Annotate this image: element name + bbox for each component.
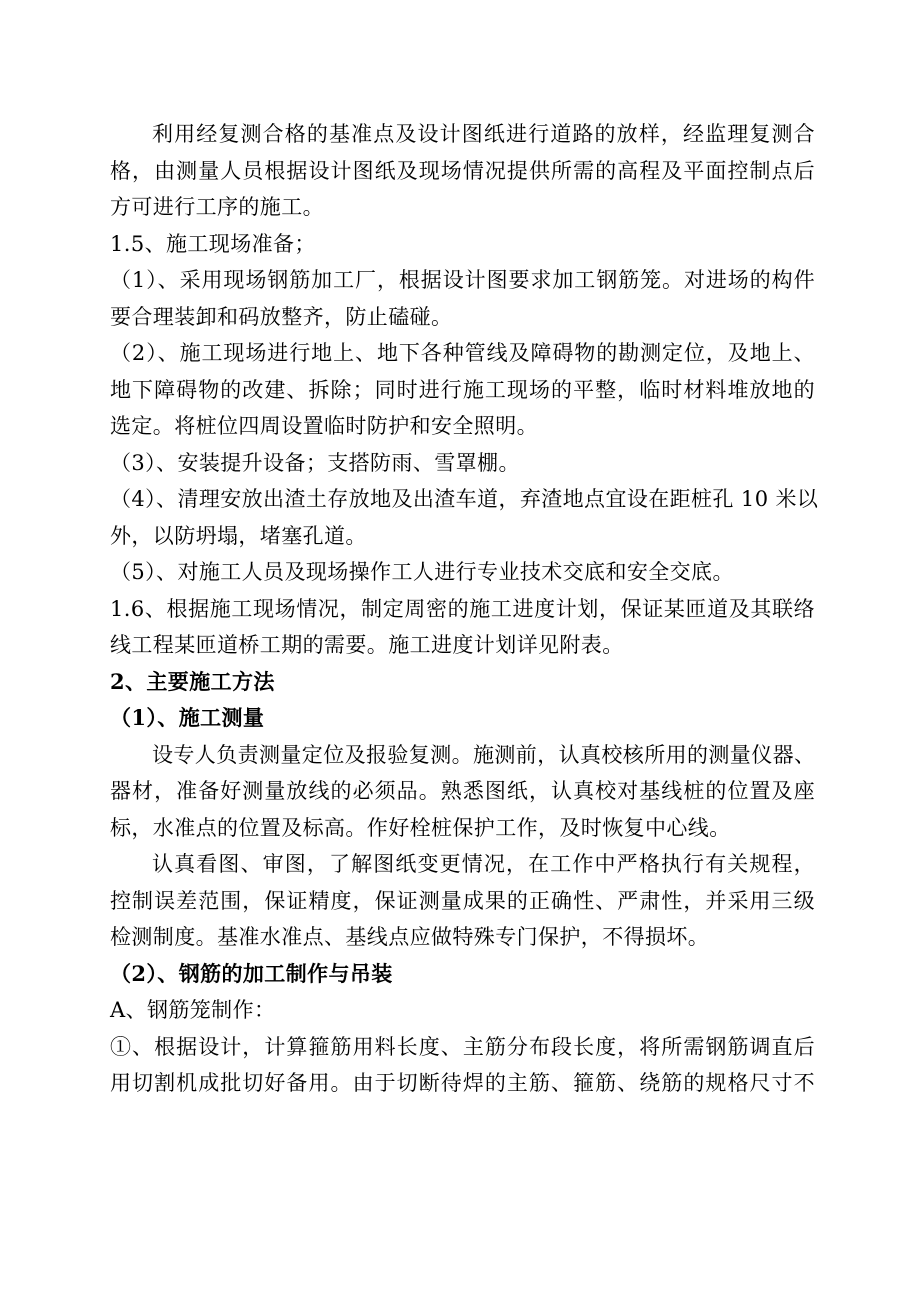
body-text-line: 格，由测量人员根据设计图纸及现场情况提供所需的高程及平面控制点后 [110, 158, 815, 183]
body-text-line: 标，水准点的位置及标高。作好栓桩保护工作，及时恢复中心线。 [110, 815, 731, 840]
body-text-line: 外，以防坍塌，堵塞孔道。 [110, 523, 367, 548]
body-text-line: 选定。将桩位四周设置临时防护和安全照明。 [110, 414, 538, 438]
document-page [110, 116, 819, 1102]
subsection-heading-rebar: （2）、钢筋的加工制作与吊装 [110, 960, 393, 986]
body-text-line: ①、根据设计，计算箍筋用料长度、主筋分布段长度，将所需钢筋调直后 [110, 1034, 815, 1059]
section-heading-1-5: 1.5、施工现场准备； [110, 231, 316, 256]
list-item-4: （4）、清理安放出渣土存放地及出渣车道，弃渣地点宜设在距桩孔 10 米以 [110, 487, 819, 511]
body-text-line: 方可进行工序的施工。 [110, 195, 324, 219]
list-item-3: （3）、安装提升设备；支搭防雨、雪罩棚。 [110, 450, 520, 475]
section-1-6: 1.6、根据施工现场情况，制定周密的施工进度计划，保证某匝道及其联络 [110, 596, 815, 621]
body-text-line: 用切割机成批切好备用。由于切断待焊的主筋、箍筋、绕筋的规格尺寸不 [110, 1071, 815, 1095]
list-item-5: （5）、对施工人员及现场操作工人进行专业技术交底和安全交底。 [110, 560, 734, 584]
list-item-1: （1）、采用现场钢筋加工厂，根据设计图要求加工钢筋笼。对进场的构件 [110, 268, 815, 292]
body-text-line: 线工程某匝道桥工期的需要。施工进度计划详见附表。 [110, 633, 624, 657]
item-heading-a: A、钢筋笼制作： [110, 998, 276, 1022]
body-text-line: 地下障碍物的改建、拆除；同时进行施工现场的平整，临时材料堆放地的 [110, 377, 815, 402]
body-text-line: 器材，准备好测量放线的必须品。熟悉图纸，认真校对基线桩的位置及座 [110, 779, 815, 803]
body-text-line: 检测制度。基准水准点、基线点应做特殊专门保护，不得损坏。 [110, 925, 710, 949]
body-text-line: 认真看图、审图，了解图纸变更情况，在工作中严格执行有关规程， [152, 852, 815, 876]
subsection-heading-survey: （1）、施工测量 [110, 705, 265, 730]
body-text-line: 要合理装卸和码放整齐，防止磕碰。 [110, 304, 453, 329]
body-text-line: 控制误差范围，保证精度，保证测量成果的正确性、严肃性，并采用三级 [110, 888, 815, 913]
body-text-line: 设专人负责测量定位及报验复测。施测前，认真校核所用的测量仪器、 [152, 742, 816, 767]
body-text-line: 利用经复测合格的基准点及设计图纸进行道路的放样，经监理复测合 [152, 122, 815, 146]
list-item-2: （2）、施工现场进行地上、地下各种管线及障碍物的勘测定位，及地上、 [110, 341, 815, 365]
section-heading-2: 2、主要施工方法 [110, 668, 275, 694]
